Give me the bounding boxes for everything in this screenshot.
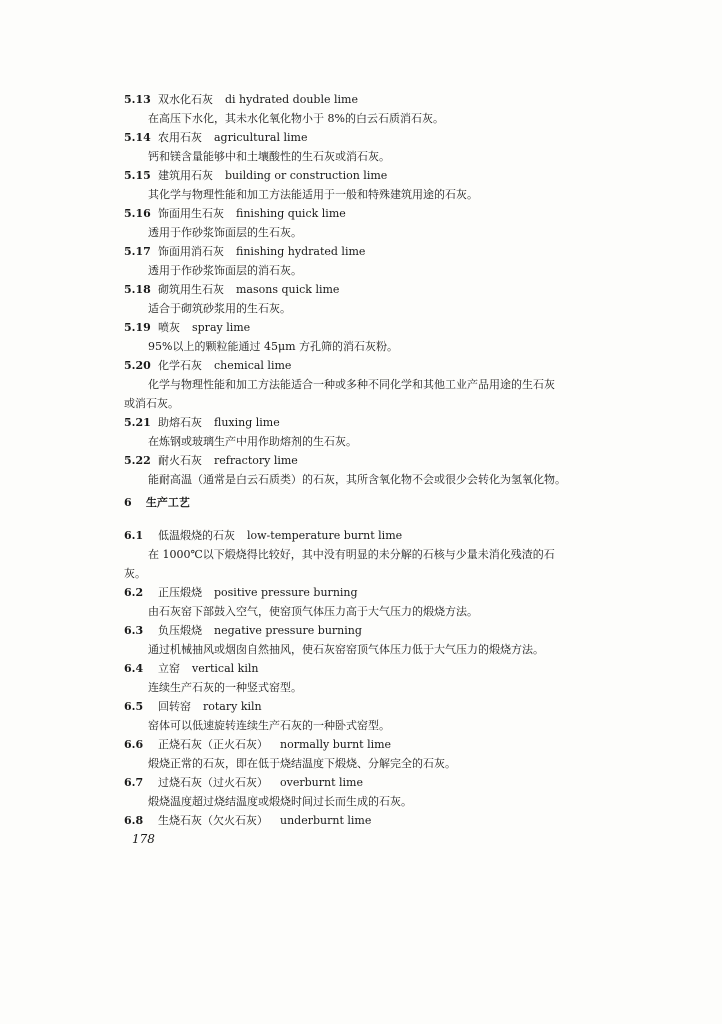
term-chinese: 建筑用石灰	[158, 169, 213, 182]
term-definition: 在 1000℃以下煅烧得比较好，其中没有明显的未分解的石核与少量未消化残渣的石	[148, 548, 555, 561]
term-chinese: 化学石灰	[158, 359, 202, 372]
term-english: chemical lime	[214, 359, 292, 372]
term-number: 6.2	[124, 586, 144, 599]
term-number: 6.3	[124, 624, 144, 637]
term-heading	[124, 204, 630, 223]
term-english: overburnt lime	[280, 776, 363, 789]
term-definition: 在高压下水化，其未水化氧化物小于 8%的白云石质消石灰。	[148, 112, 444, 125]
term-definition: 在炼钢或玻璃生产中用作助熔剂的生石灰。	[148, 435, 357, 448]
term-english: refractory lime	[214, 454, 298, 467]
term-chinese: 助熔石灰	[158, 416, 202, 429]
term-chinese: 农用石灰	[158, 131, 202, 144]
term-chinese: 生烧石灰（欠火石灰）	[158, 814, 268, 827]
term-english: normally burnt lime	[280, 738, 392, 751]
term-heading	[124, 697, 630, 716]
term-entry	[124, 242, 630, 280]
term-entry	[124, 811, 630, 830]
section-number: 6	[124, 496, 132, 509]
term-definition: 透用于作砂浆饰面层的生石灰。	[148, 226, 302, 239]
entries-section-6	[124, 526, 630, 830]
term-definition: 连续生产石灰的一种竖式窑型。	[148, 681, 302, 694]
term-heading	[124, 583, 630, 602]
term-entry	[124, 735, 630, 773]
term-definition: 通过机械抽风或烟囱自然抽风，使石灰窑窑顶气体压力低于大气压力的煅烧方法。	[148, 643, 544, 656]
term-entry	[124, 451, 630, 489]
term-definition: 钙和镁含量能够中和土壤酸性的生石灰或消石灰。	[148, 150, 390, 163]
term-number: 6.7	[124, 776, 144, 789]
term-english: fluxing lime	[214, 416, 280, 429]
term-english: underburnt lime	[280, 814, 372, 827]
entries-section-5	[124, 90, 630, 489]
term-heading	[124, 735, 630, 754]
term-chinese: 低温煅烧的石灰	[158, 529, 235, 542]
term-number: 5.14	[124, 131, 151, 144]
term-entry	[124, 583, 630, 621]
term-heading	[124, 128, 630, 147]
term-entry	[124, 773, 630, 811]
term-chinese: 正烧石灰（正火石灰）	[158, 738, 268, 751]
term-definition: 95%以上的颗粒能通过 45μm 方孔筛的消石灰粉。	[148, 340, 399, 353]
term-entry	[124, 413, 630, 451]
term-chinese: 双水化石灰	[158, 93, 213, 106]
term-number: 6.5	[124, 700, 144, 713]
term-english: spray lime	[192, 321, 251, 334]
term-chinese: 饰面用生石灰	[158, 207, 224, 220]
term-english: agricultural lime	[214, 131, 308, 144]
term-heading	[124, 526, 630, 545]
term-heading	[124, 318, 630, 337]
term-heading	[124, 659, 630, 678]
term-heading	[124, 356, 630, 375]
term-definition: 由石灰窑下部鼓入空气，使窑顶气体压力高于大气压力的煅烧方法。	[148, 605, 478, 618]
term-heading	[124, 413, 630, 432]
term-heading	[124, 621, 630, 640]
term-entry	[124, 526, 630, 583]
term-heading	[124, 811, 630, 830]
term-english: finishing quick lime	[236, 207, 346, 220]
term-english: building or construction lime	[225, 169, 388, 182]
page-content	[124, 90, 630, 830]
term-entry	[124, 280, 630, 318]
term-entry	[124, 356, 630, 413]
page-number: 178	[132, 832, 155, 846]
term-english: low-temperature burnt lime	[247, 529, 403, 542]
term-english: di hydrated double lime	[225, 93, 358, 106]
term-entry	[124, 204, 630, 242]
term-chinese: 负压煅烧	[158, 624, 202, 637]
term-definition: 窑体可以低速旋转连续生产石灰的一种卧式窑型。	[148, 719, 390, 732]
term-chinese: 正压煅烧	[158, 586, 202, 599]
section-heading	[124, 493, 630, 512]
term-heading	[124, 90, 630, 109]
term-chinese: 立窑	[158, 662, 180, 675]
term-definition: 其化学与物理性能和加工方法能适用于一般和特殊建筑用途的石灰。	[148, 188, 478, 201]
term-chinese: 回转窑	[158, 700, 191, 713]
term-entry	[124, 128, 630, 166]
term-entry	[124, 659, 630, 697]
term-definition: 能耐高温（通常是白云石质类）的石灰，其所含氧化物不会或很少会转化为氢氧化物。	[148, 473, 566, 486]
term-number: 5.15	[124, 169, 151, 182]
term-number: 5.16	[124, 207, 151, 220]
term-number: 5.22	[124, 454, 151, 467]
term-chinese: 砌筑用生石灰	[158, 283, 224, 296]
term-definition: 化学与物理性能和加工方法能适合一种或多种不同化学和其他工业产品用途的生石灰	[148, 378, 555, 391]
term-english: positive pressure burning	[214, 586, 358, 599]
term-heading	[124, 242, 630, 261]
term-chinese: 饰面用消石灰	[158, 245, 224, 258]
term-chinese: 耐火石灰	[158, 454, 202, 467]
term-number: 6.6	[124, 738, 144, 751]
term-entry	[124, 166, 630, 204]
term-english: vertical kiln	[192, 662, 259, 675]
term-entry	[124, 318, 630, 356]
term-number: 5.19	[124, 321, 151, 334]
term-number: 6.1	[124, 529, 144, 542]
term-definition: 灰。	[124, 567, 146, 580]
term-definition: 适合于砌筑砂浆用的生石灰。	[148, 302, 291, 315]
term-entry	[124, 90, 630, 128]
term-heading	[124, 451, 630, 470]
term-definition: 或消石灰。	[124, 397, 179, 410]
term-number: 5.18	[124, 283, 151, 296]
term-number: 5.17	[124, 245, 151, 258]
term-english: finishing hydrated lime	[236, 245, 366, 258]
term-heading	[124, 280, 630, 299]
term-definition: 煅烧正常的石灰，即在低于烧结温度下煅烧、分解完全的石灰。	[148, 757, 456, 770]
term-definition: 煅烧温度超过烧结温度或煅烧时间过长而生成的石灰。	[148, 795, 412, 808]
term-entry	[124, 621, 630, 659]
term-english: negative pressure burning	[214, 624, 362, 637]
term-chinese: 喷灰	[158, 321, 180, 334]
term-heading	[124, 166, 630, 185]
term-english: masons quick lime	[236, 283, 340, 296]
term-chinese: 过烧石灰（过火石灰）	[158, 776, 268, 789]
term-english: rotary kiln	[203, 700, 262, 713]
term-number: 5.13	[124, 93, 151, 106]
term-definition: 透用于作砂浆饰面层的消石灰。	[148, 264, 302, 277]
term-number: 6.8	[124, 814, 144, 827]
term-entry	[124, 697, 630, 735]
term-number: 5.21	[124, 416, 151, 429]
section-title: 生产工艺	[145, 496, 190, 509]
term-heading	[124, 773, 630, 792]
term-number: 5.20	[124, 359, 151, 372]
term-number: 6.4	[124, 662, 144, 675]
